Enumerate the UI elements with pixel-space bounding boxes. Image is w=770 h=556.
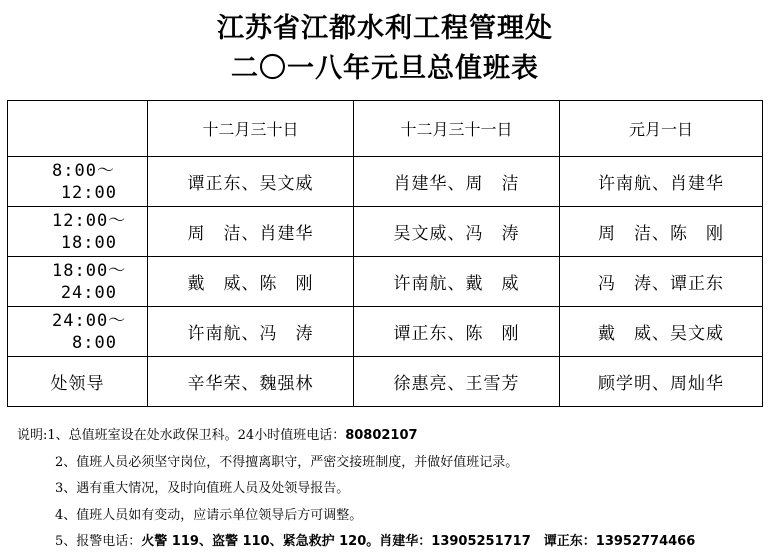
time-slot-cell xyxy=(8,257,148,307)
duty-cell: 戴 威、吴文威 xyxy=(560,307,763,357)
duty-cell: 谭正东、吴文威 xyxy=(148,157,354,207)
header-cell-dec31: 十二月三十一日 xyxy=(354,101,560,157)
note-1-text: 说明:1、总值班室设在处水政保卫科。24小时值班电话： xyxy=(17,428,346,443)
leader-cell: 顾学明、周灿华 xyxy=(560,357,763,407)
table-row xyxy=(8,257,763,307)
time-slot-cell xyxy=(8,207,148,257)
time-start: 8:00～ xyxy=(52,160,115,181)
table-row xyxy=(8,207,763,257)
document-title: 江苏省江都水利工程管理处 xyxy=(217,13,553,44)
time-end: 18:00 xyxy=(60,232,117,253)
table-row xyxy=(8,157,763,207)
time-slot-cell xyxy=(8,157,148,207)
header-cell-empty xyxy=(8,101,148,157)
header-cell-jan1: 元月一日 xyxy=(560,101,763,157)
leader-label: 处领导 xyxy=(8,357,148,407)
duty-cell: 许南航、肖建华 xyxy=(560,157,763,207)
time-end: 24:00 xyxy=(60,282,117,303)
time-start: 24:00～ xyxy=(52,310,127,331)
note-1 xyxy=(17,423,695,450)
note-4: 4、值班人员如有变动，应请示单位领导后方可调整。 xyxy=(55,507,363,523)
duty-table xyxy=(7,100,763,407)
duty-cell: 周 洁、肖建华 xyxy=(148,207,354,257)
leaders-row xyxy=(8,357,763,407)
table-row xyxy=(8,307,763,357)
note-5 xyxy=(17,529,695,556)
time-end: 12:00 xyxy=(60,182,117,203)
duty-cell: 肖建华、周 洁 xyxy=(354,157,560,207)
header-cell-dec30: 十二月三十日 xyxy=(148,101,354,157)
duty-cell: 戴 威、陈 刚 xyxy=(148,257,354,307)
document-subtitle: 二〇一八年元旦总值班表 xyxy=(231,53,539,84)
time-end: 8:00 xyxy=(72,332,117,353)
duty-cell: 谭正东、陈 刚 xyxy=(354,307,560,357)
emergency-phones: 火警 119、盗警 110、紧急救护 120。肖建华：13905251717 谭正东：13952774466 xyxy=(141,534,696,549)
leader-cell: 辛华荣、魏强林 xyxy=(148,357,354,407)
leader-cell: 徐惠亮、王雪芳 xyxy=(354,357,560,407)
duty-cell: 周 洁、陈 刚 xyxy=(560,207,763,257)
notes-section xyxy=(17,423,695,556)
time-start: 18:00～ xyxy=(52,260,127,281)
duty-phone: 80802107 xyxy=(345,428,418,443)
note-2: 2、值班人员必须坚守岗位，不得擅离职守，严密交接班制度，并做好值班记录。 xyxy=(55,454,519,470)
note-5-prefix: 5、报警电话： xyxy=(55,534,142,549)
time-slot-cell xyxy=(8,307,148,357)
time-start: 12:00～ xyxy=(52,210,127,231)
duty-cell: 冯 涛、谭正东 xyxy=(560,257,763,307)
note-3: 3、遇有重大情况，及时向值班人员及处领导报告。 xyxy=(55,481,350,496)
duty-cell: 吴文威、冯 涛 xyxy=(354,207,560,257)
duty-cell: 许南航、戴 威 xyxy=(354,257,560,307)
duty-cell: 许南航、冯 涛 xyxy=(148,307,354,357)
table-header-row xyxy=(8,101,763,157)
